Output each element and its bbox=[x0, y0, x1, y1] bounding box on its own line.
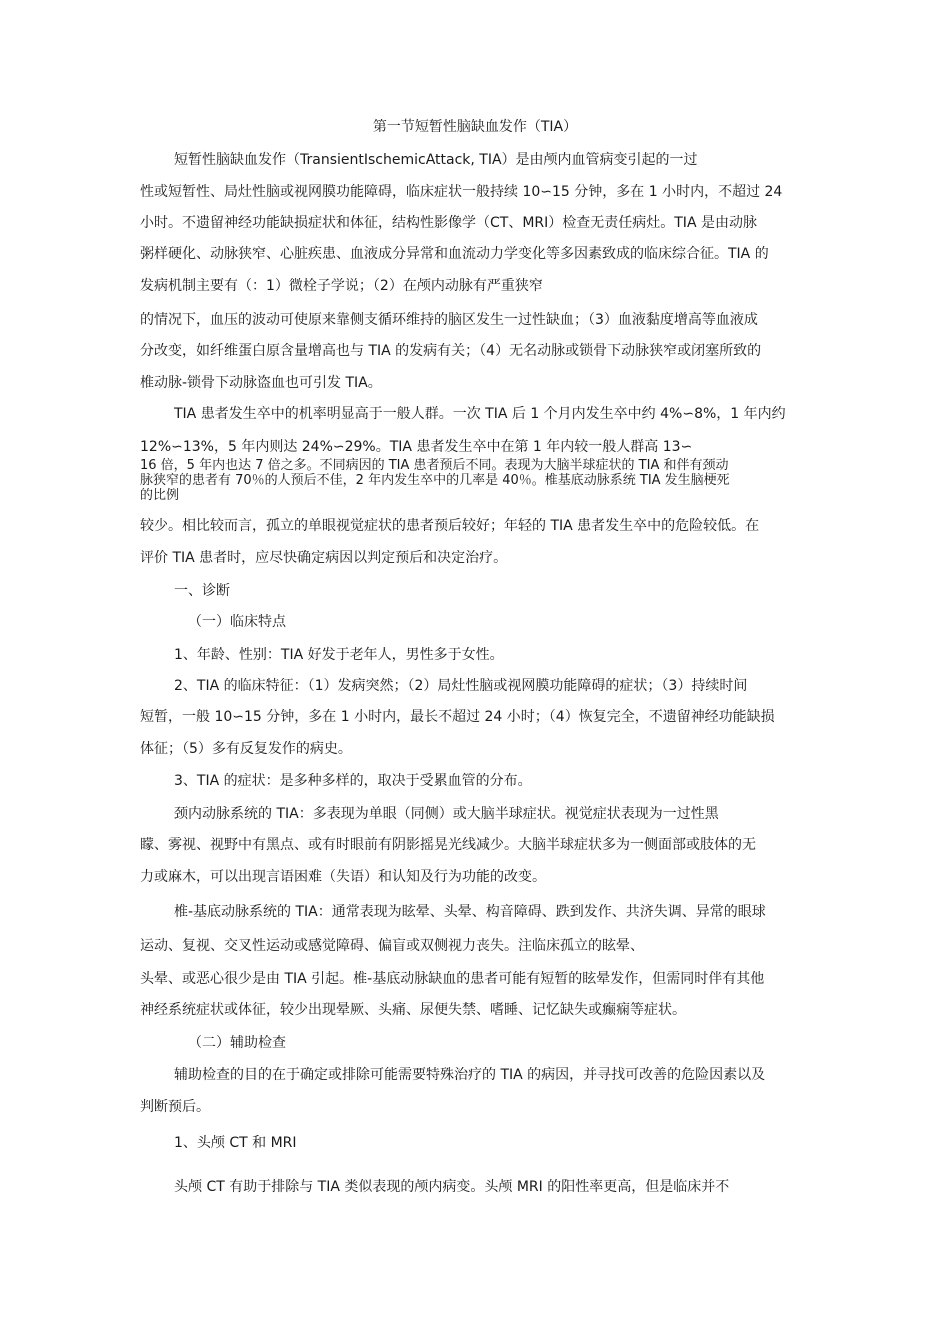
paragraph-line: 16 倍，5 年内也达 7 倍之多。不同病因的 TIA 患者预后不同。表现为大脑半球症状的 TIA 和伴有颈动 bbox=[140, 458, 729, 473]
paragraph-line: 颈内动脉系统的 TIA：多表现为单眼（同侧）或大脑半球症状。视觉症状表现为一过性黑 bbox=[174, 806, 719, 822]
paragraph-line: 的比例 bbox=[140, 488, 180, 503]
paragraph-line: 运动、复视、交叉性运动或感觉障碍、偏盲或双侧视力丧失。注临床孤立的眩晕、 bbox=[140, 938, 644, 954]
paragraph-line: 椎-基底动脉系统的 TIA：通常表现为眩晕、头晕、构音障碍、跌到发作、共济失调、异常的眼球 bbox=[174, 904, 766, 920]
paragraph-line: 2、TIA 的临床特征：（1）发病突然；（2）局灶性脑或视网膜功能障碍的症状；（3）持续时间 bbox=[174, 678, 748, 694]
paragraph-line: 1、年龄、性别：TIA 好发于老年人，男性多于女性。 bbox=[174, 647, 504, 663]
item-heading: 1、头颅 CT 和 MRI bbox=[174, 1135, 297, 1151]
paragraph-line: 分改变，如纤维蛋白原含量增高也与 TIA 的发病有关；（4）无名动脉或锁骨下动脉狭窄或闭塞所致的 bbox=[140, 343, 762, 359]
paragraph-line: 较少。相比较而言，孤立的单眼视觉症状的患者预后较好；年轻的 TIA 患者发生卒中的危险较低。在 bbox=[140, 518, 760, 534]
subsection-heading: （一）临床特点 bbox=[188, 614, 286, 630]
paragraph-line: 脉狭窄的患者有 70％的人预后不佳，2 年内发生卒中的几率是 40％。椎基底动脉系统 TIA 发生脑梗死 bbox=[140, 473, 730, 488]
section-heading: 一、诊断 bbox=[174, 583, 230, 599]
paragraph-line: 体征；（5）多有反复发作的病史。 bbox=[140, 741, 352, 757]
paragraph-line: TIA 患者发生卒中的机率明显高于一般人群。一次 TIA 后 1 个月内发生卒中约 4%∽8%，1 年内约 bbox=[174, 406, 786, 422]
paragraph-line: 小时。不遗留神经功能缺损症状和体征，结构性影像学（CT、MRI）检查无责任病灶。TIA 是由动脉 bbox=[140, 215, 757, 231]
paragraph-line: 粥样硬化、动脉狭窄、心脏疾患、血液成分异常和血流动力学变化等多因素致成的临床综合征。TIA 的 bbox=[140, 246, 769, 262]
paragraph-line: 椎动脉-锁骨下动脉盗血也可引发 TIA。 bbox=[140, 375, 382, 391]
paragraph-line: 评价 TIA 患者时，应尽快确定病因以判定预后和决定治疗。 bbox=[140, 550, 508, 566]
paragraph-line: 3、TIA 的症状：是多种多样的，取决于受累血管的分布。 bbox=[174, 773, 532, 789]
paragraph-line: 辅助检查的目的在于确定或排除可能需要特殊治疗的 TIA 的病因，并寻找可改善的危险因素以及 bbox=[174, 1067, 766, 1083]
paragraph-line: 力或麻木，可以出现言语困难（失语）和认知及行为功能的改变。 bbox=[140, 869, 546, 885]
paragraph-line: 头晕、或恶心很少是由 TIA 引起。椎-基底动脉缺血的患者可能有短暂的眩晕发作，但需同时伴有其他 bbox=[140, 971, 765, 987]
page-title: 第一节短暂性脑缺血发作（TIA） bbox=[372, 119, 578, 135]
paragraph-line: 判断预后。 bbox=[140, 1099, 210, 1115]
paragraph-line: 性或短暂性、局灶性脑或视网膜功能障碍，临床症状一般持续 10∽15 分钟，多在 1 小时内，不超过 24 bbox=[140, 184, 783, 200]
paragraph-line: 的情况下，血压的波动可使原来靠侧支循环维持的脑区发生一过性缺血；（3）血液黏度增高等血液成 bbox=[140, 312, 758, 328]
paragraph-line: 矇、雾视、视野中有黑点、或有时眼前有阴影摇晃光线减少。大脑半球症状多为一侧面部或肢体的无 bbox=[140, 837, 756, 853]
paragraph-line: 头颅 CT 有助于排除与 TIA 类似表现的颅内病变。头颅 MRI 的阳性率更高，但是临床并不 bbox=[174, 1179, 730, 1195]
paragraph-line: 短暂，一般 10∽15 分钟，多在 1 小时内，最长不超过 24 小时；（4）恢复完全，不遗留神经功能缺损 bbox=[140, 709, 775, 725]
paragraph-line: 神经系统症状或体征，较少出现晕厥、头痛、尿便失禁、嗜睡、记忆缺失或癫痫等症状。 bbox=[140, 1002, 686, 1018]
subsection-heading: （二）辅助检查 bbox=[188, 1035, 286, 1051]
paragraph-line: 12%∽13%，5 年内则达 24%∽29%。TIA 患者发生卒中在第 1 年内较一般人群高 13∽ bbox=[140, 439, 693, 455]
paragraph-line: 发病机制主要有（：1）微栓子学说；（2）在颅内动脉有严重狭窄 bbox=[140, 278, 543, 294]
paragraph-line: 短暂性脑缺血发作（TransientIschemicAttack, TIA）是由颅内血管病变引起的一过 bbox=[174, 152, 698, 168]
